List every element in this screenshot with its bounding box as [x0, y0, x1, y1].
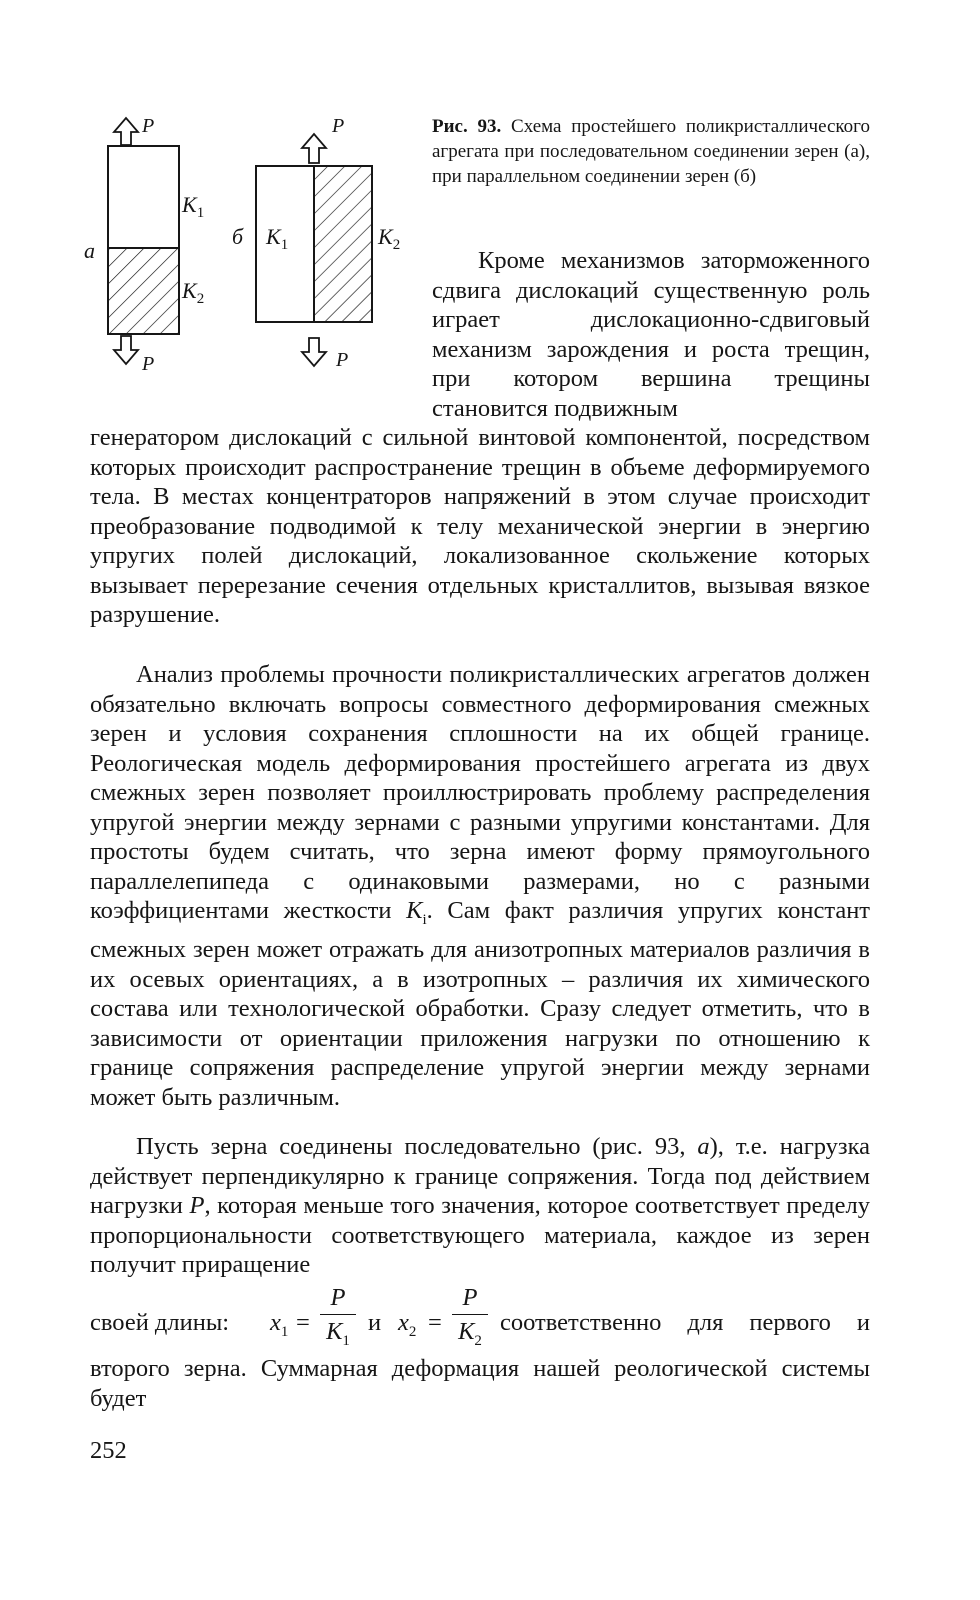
k1-label-b: $K_1$	[266, 224, 289, 253]
formula-eq-1: =	[296, 1309, 310, 1336]
formula-line	[90, 1282, 870, 1358]
fraction-p-over-k2: P $K_2$	[452, 1282, 488, 1349]
grain-k1-a	[108, 146, 179, 248]
paragraph-1-part-1: Кроме механизмов заторможенного сдвига дислокаций существенную роль играет дислокационно-сдвиговый механизм зарождения и роста трещин, при котором вершина трещины становится подвижным	[432, 247, 870, 422]
formula-x1: $x_1$	[270, 1309, 289, 1340]
figure-93-diagram	[80, 108, 425, 388]
load-label-top-a: P	[142, 115, 155, 137]
scheme-label-b: б	[232, 224, 244, 249]
p2-text-after: . Сам факт различия упругих констант смежных зерен может отражать для анизотропных материалов различия в их осевых ориентациях, а в изотропных – различия их химического состава или технологической обработки. Сразу следует отметить, что в зависимости от ориентации приложения нагрузки по отношению к границе сопряжения распределение упругой энергии между зернами может быть различным.	[90, 897, 871, 1111]
load-label-top-b: P	[332, 115, 345, 137]
stiffness-symbol: $K_i$	[406, 897, 427, 928]
arrow-down-icon	[302, 338, 326, 366]
fraction-p-over-k1: P $K_1$	[320, 1282, 356, 1349]
load-label-bottom-b: P	[336, 349, 349, 371]
scheme-label-a: а	[84, 238, 95, 263]
figure-caption	[432, 114, 870, 189]
formula-x2: $x_2$	[398, 1309, 417, 1340]
parallel-scheme-b	[232, 115, 400, 371]
formula-lead: своей длины:	[90, 1309, 230, 1336]
paragraph-3: Пусть зерна соединены последовательно (рис. 93, а), т.е. нагрузка действует перпендикулярно к границе сопряжения. Тогда под действием нагрузки P, которая меньше того значения, которое соответствует пределу пропорциональности соответствующего материала, каждое из зерен получит приращение	[90, 1133, 871, 1278]
series-scheme-a	[84, 115, 204, 375]
k1-label-a: $K_1$	[182, 192, 205, 221]
paragraph-4: второго зерна. Суммарная деформация нашей реологической системы будет	[90, 1355, 870, 1412]
grain-k2-b	[314, 166, 372, 322]
arrow-down-icon	[114, 336, 138, 364]
grain-k2-a	[108, 248, 179, 334]
paragraph-1-part-2: генератором дислокаций с сильной винтовой компонентой, посредством которых происходит распространение трещин в объеме деформируемого тела. В местах концентраторов напряжений в этом случае происходит преобразование подводимой к телу механической энергии в энергию упругих полей дислокаций, локализованное скольжение которых вызывает перерезание сечения отдельных кристаллитов, вызывая вязкое разрушение.	[90, 424, 870, 628]
page-number: 252	[90, 1437, 127, 1464]
p2-text-before: Анализ проблемы прочности поликристаллических агрегатов должен обязательно включать вопросы совместного деформирования смежных зерен и условия сохранения сплошности на их общей границе. Реологическая модель деформирования простейшего агрегата из двух смежных зерен позволяет проиллюстрировать проблему распределения упругой энергии между зернами с разными упругими константами. Для простоты будем считать, что зерна имеют форму прямоугольного параллелепипеда с одинаковыми размерами, но с разными коэффициентами жесткости	[90, 661, 870, 924]
caption-text: Схема простейшего поликристаллического агрегата при последовательном соединении зерен (а), при параллельном соединении зерен (б)	[432, 116, 870, 187]
arrow-up-icon	[114, 118, 138, 145]
k2-label-a: $K_2$	[182, 278, 205, 307]
arrow-up-icon	[302, 134, 326, 163]
formula-and: и	[368, 1309, 382, 1336]
k2-label-b: $K_2$	[378, 224, 401, 253]
load-label-bottom-a: P	[142, 353, 155, 375]
formula-tail: соответственно для первого и	[500, 1309, 870, 1336]
formula-eq-2: =	[428, 1309, 442, 1336]
caption-number: Рис. 93.	[432, 116, 502, 137]
paragraph-2	[90, 660, 870, 1112]
